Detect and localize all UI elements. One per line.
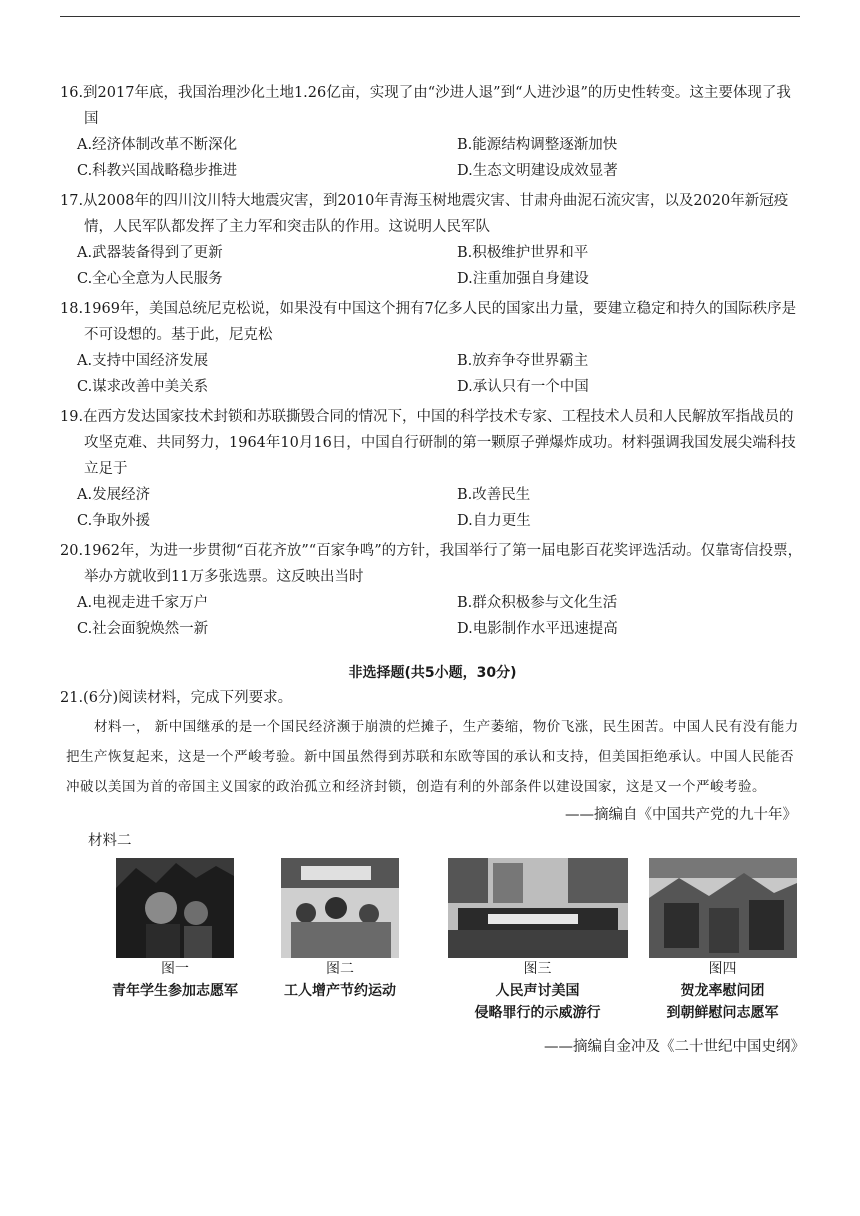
figure-4-caption-line-1: 贺龙率慰问团 (680, 983, 765, 999)
answer-option-a: A.发展经济 (77, 487, 151, 503)
answer-options (60, 348, 805, 400)
answer-option-a: A.支持中国经济发展 (77, 353, 209, 369)
figure-3-title: 图三 (523, 961, 552, 977)
answer-option-c: C.全心全意为人民服务 (77, 271, 223, 287)
answer-options (60, 590, 805, 642)
figure-2 (255, 858, 425, 1002)
answer-option-d: D.生态文明建设成效显著 (457, 163, 618, 179)
figure-1 (90, 858, 260, 1002)
material-two-source: ——摘编自金冲及《二十世纪中国史纲》 (544, 1039, 805, 1055)
question-stem: 17.从2008年的四川汶川特大地震灾害，到2010年青海玉树地震灾害、甘肃舟曲泥石流灾害，以及2020年新冠疫情，人民军队都发挥了主力军和突击队的作用。这说明人民军队 (60, 193, 789, 235)
answer-option-b: B.群众积极参与文化生活 (457, 595, 618, 611)
answer-option-d: D.自力更生 (457, 513, 531, 529)
figure-1-photo (116, 858, 234, 958)
section-title: 非选择题(共5小题，30分) (348, 665, 517, 681)
answer-option-c: C.社会面貌焕然一新 (77, 621, 209, 637)
figure-4-caption-line-2: 到朝鲜慰问志愿军 (666, 1005, 779, 1021)
figure-2-title: 图二 (326, 961, 354, 977)
question-20 (60, 538, 805, 642)
material-one-source: ——摘编自《中国共产党的九十年》 (565, 807, 797, 823)
exam-content (60, 80, 805, 1060)
figure-4 (640, 858, 805, 1024)
answer-option-d: D.电影制作水平迅速提高 (457, 621, 618, 637)
question-18 (60, 296, 805, 400)
answer-option-c: C.争取外援 (77, 513, 151, 529)
answer-option-a: A.电视走进千家万户 (77, 595, 209, 611)
figure-2-caption: 工人增产节约运动 (284, 983, 396, 999)
answer-option-d: D.承认只有一个中国 (457, 379, 589, 395)
answer-option-c: C.谋求改善中美关系 (77, 379, 209, 395)
answer-option-b: B.积极维护世界和平 (457, 245, 589, 261)
answer-option-a: A.武器装备得到了更新 (77, 245, 223, 261)
answer-option-d: D.注重加强自身建设 (457, 271, 589, 287)
material-two-label: 材料二 (88, 833, 132, 849)
question-21 (60, 686, 805, 1060)
question-21-head: 21.(6分)阅读材料，完成下列要求。 (60, 690, 293, 706)
answer-options (60, 132, 805, 184)
answer-option-b: B.改善民生 (457, 487, 531, 503)
top-rule (60, 16, 800, 17)
figure-1-title: 图一 (161, 961, 189, 977)
figure-3-caption-line-2: 侵略罪行的示威游行 (474, 1005, 601, 1021)
figure-4-photo (649, 858, 797, 958)
question-stem: 16.到2017年底，我国治理沙化土地1.26亿亩，实现了由“沙进人退”到“人进沙退”的历史性转变。这主要体现了我国 (60, 85, 791, 127)
figure-3 (445, 858, 630, 1024)
answer-option-c: C.科教兴国战略稳步推进 (77, 163, 238, 179)
question-stem: 20.1962年，为进一步贯彻“百花齐放”“百家争鸣”的方针，我国举行了第一届电影百花奖评选活动。仅靠寄信投票，举办方就收到11万多张选票。这反映出当时 (60, 543, 803, 585)
material-one-text: 材料一， 新中国继承的是一个国民经济濒于崩溃的烂摊子，生产萎缩，物价飞涨，民生困苦。中国人民有没有能力把生产恢复起来，这是一个严峻考验。新中国虽然得到苏联和东欧等国的承认和支持，但美国拒绝承认。中国人民能否冲破以美国为首的帝国主义国家的政治孤立和经济封锁，创造有利的外部条件以建设国家，这是又一个严峻考验。 (66, 719, 799, 795)
answer-options (60, 240, 805, 292)
figure-4-title: 图四 (708, 961, 737, 977)
answer-option-b: B.能源结构调整逐渐加快 (457, 137, 618, 153)
figure-1-caption: 青年学生参加志愿军 (112, 983, 238, 999)
question-stem: 18.1969年，美国总统尼克松说，如果没有中国这个拥有7亿多人民的国家出力量，要建立稳定和持久的国际秩序是不可设想的。基于此，尼克松 (60, 301, 797, 343)
question-stem: 19.在西方发达国家技术封锁和苏联撕毁合同的情况下，中国的科学技术专家、工程技术人员和人民解放军指战员的攻坚克难、共同努力，1964年10月16日，中国自行研制的第一颗原子弹爆炸成功。材料强调我国发展尖端科技立足于 (60, 409, 796, 477)
material-two-figures (60, 858, 805, 1034)
question-17 (60, 188, 805, 292)
figure-2-photo (281, 858, 399, 958)
multiple-choice-questions (60, 80, 805, 642)
figure-3-caption-line-1: 人民声讨美国 (495, 983, 580, 999)
answer-option-a: A.经济体制改革不断深化 (77, 137, 238, 153)
answer-options (60, 482, 805, 534)
figure-3-photo (448, 858, 628, 958)
question-19 (60, 404, 805, 534)
question-16 (60, 80, 805, 184)
answer-option-b: B.放弃争夺世界霸主 (457, 353, 589, 369)
